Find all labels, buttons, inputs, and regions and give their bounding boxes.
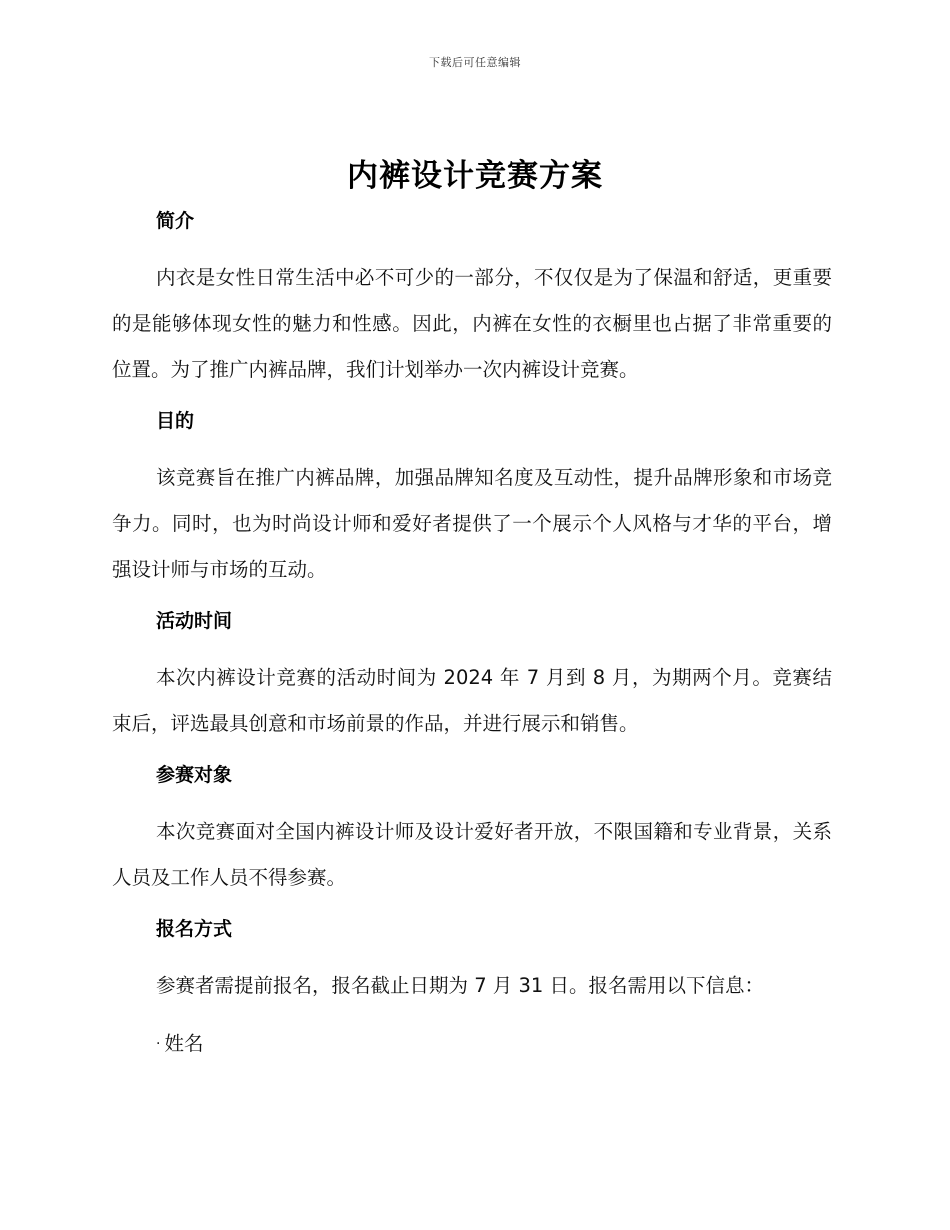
document-body	[112, 203, 832, 1069]
section-heading: 参赛对象	[156, 764, 233, 786]
section-heading: 活动时间	[156, 610, 233, 632]
section-purpose	[112, 403, 832, 593]
section-registration	[112, 911, 832, 1069]
list-item	[112, 1021, 832, 1069]
document-title: 内裤设计竞赛方案	[347, 158, 603, 194]
bullet-marker: ·	[156, 1036, 161, 1052]
section-paragraph: 本次竞赛面对全国内裤设计师及设计爱好者开放，不限国籍和专业背景，关系人员及工作人员不得参赛。	[112, 820, 832, 889]
section-heading: 报名方式	[156, 918, 233, 940]
section-intro	[112, 203, 832, 393]
section-paragraph: 本次内裤设计竞赛的活动时间为 2024 年 7 月到 8 月，为期两个月。竞赛结束后，评选最具创意和市场前景的作品，并进行展示和销售。	[112, 666, 832, 735]
header-note: 下载后可任意编辑	[429, 56, 521, 69]
section-participants	[112, 757, 832, 901]
section-heading: 目的	[156, 410, 195, 432]
section-heading: 简介	[156, 210, 195, 232]
section-schedule	[112, 603, 832, 747]
section-paragraph: 参赛者需提前报名，报名截止日期为 7 月 31 日。报名需用以下信息：	[156, 974, 765, 997]
list-item-text: 姓名	[164, 1032, 204, 1055]
section-paragraph: 内衣是女性日常生活中必不可少的一部分，不仅仅是为了保温和舒适，更重要的是能够体现女性的魅力和性感。因此，内裤在女性的衣橱里也占据了非常重要的位置。为了推广内裤品牌，我们计划举办一次内裤设计竞赛。	[112, 266, 832, 381]
section-paragraph: 该竞赛旨在推广内裤品牌，加强品牌知名度及互动性，提升品牌形象和市场竞争力。同时，也为时尚设计师和爱好者提供了一个展示个人风格与才华的平台，增强设计师与市场的互动。	[112, 466, 832, 581]
